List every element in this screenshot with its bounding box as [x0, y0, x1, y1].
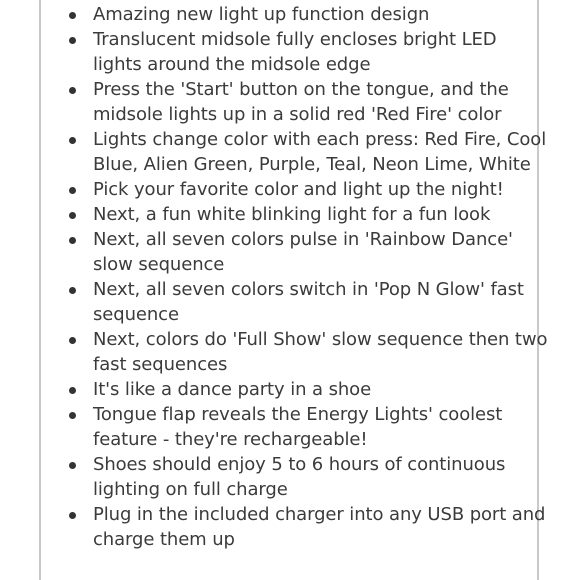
bullet-icon: [69, 187, 76, 194]
bullet-icon: [69, 12, 76, 19]
list-item-text: Lights change color with each press: Red Fire, Cool Blue, Alien Green, Purple, Teal, Neon Lime, White: [93, 129, 547, 175]
list-item: [0, 327, 580, 377]
list-item: [0, 2, 580, 27]
list-item-text: Next, a fun white blinking light for a fun look: [93, 204, 491, 225]
list-item: [0, 452, 580, 502]
bullet-icon: [69, 287, 76, 294]
bullet-icon: [69, 37, 76, 44]
list-item: [0, 27, 580, 77]
feature-list: [0, 2, 580, 552]
list-item: [0, 377, 580, 402]
list-item-text: Next, all seven colors pulse in 'Rainbow Dance' slow sequence: [93, 229, 513, 275]
list-item-text: Tongue flap reveals the Energy Lights' coolest feature - they're rechargeable!: [93, 404, 503, 450]
bullet-icon: [69, 462, 76, 469]
list-item-text: Next, all seven colors switch in 'Pop N Glow' fast sequence: [93, 279, 524, 325]
bullet-icon: [69, 212, 76, 219]
list-item-text: Shoes should enjoy 5 to 6 hours of continuous lighting on full charge: [93, 454, 506, 500]
bullet-icon: [69, 512, 76, 519]
bullet-icon: [69, 387, 76, 394]
bullet-icon: [69, 337, 76, 344]
list-item: [0, 127, 580, 177]
list-item-text: Press the 'Start' button on the tongue, and the midsole lights up in a solid red 'Red Fire' color: [93, 79, 509, 125]
list-item: [0, 227, 580, 277]
list-item-text: It's like a dance party in a shoe: [93, 379, 372, 400]
list-item-text: Pick your favorite color and light up the night!: [93, 179, 504, 200]
bullet-icon: [69, 87, 76, 94]
bullet-icon: [69, 237, 76, 244]
list-item: [0, 177, 580, 202]
bullet-icon: [69, 412, 76, 419]
list-item: [0, 502, 580, 552]
list-item-text: Next, colors do 'Full Show' slow sequence then two fast sequences: [93, 329, 548, 375]
list-item-text: Amazing new light up function design: [93, 4, 430, 25]
bullet-icon: [69, 137, 76, 144]
list-item-text: Translucent midsole fully encloses bright LED lights around the midsole edge: [93, 29, 497, 75]
list-item: [0, 77, 580, 127]
list-item: [0, 402, 580, 452]
list-item: [0, 277, 580, 327]
list-item: [0, 202, 580, 227]
list-item-text: Plug in the included charger into any USB port and charge them up: [93, 504, 546, 550]
